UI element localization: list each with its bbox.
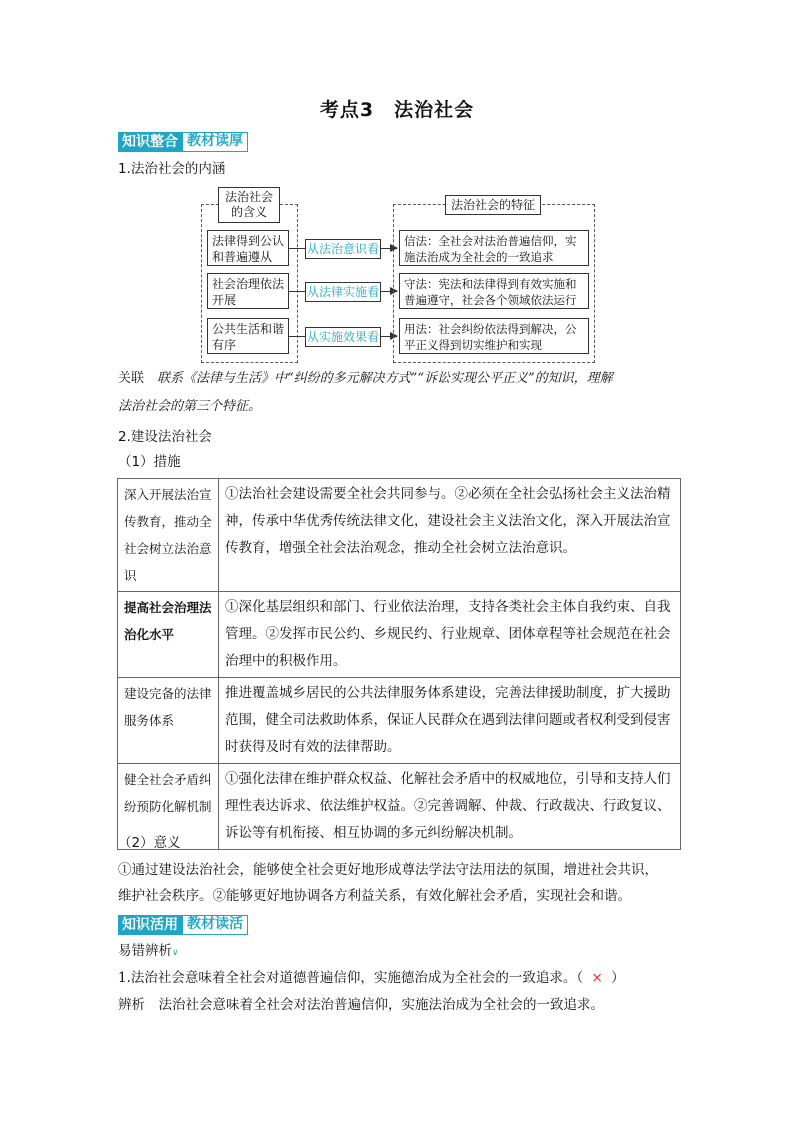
badge-left: 知识活用 [118, 915, 182, 935]
error-question-1 [118, 968, 625, 988]
note-label: 关联 [118, 371, 145, 386]
errors-heading-text: 易错辨析 [118, 943, 172, 959]
left-header: 法治社会的含义 [218, 187, 280, 223]
right-item: 用法：社会纠纷依法得到解决，公平正义得到切实维护和实现 [399, 318, 589, 354]
middle-label: 从法律实施看 [305, 282, 381, 302]
middle-label: 从实施效果看 [305, 327, 381, 347]
measure-text: ①法治社会建设需要全社会共同参与。②必须在全社会弘扬社会主义法治精神，传承中华优秀传统法律文化，建设社会主义法治文化，深入开展法治宣传教育，增强全社会法治观念，推动全社会树立法治意识。 [219, 479, 681, 592]
page-title: 考点3 法治社会 [319, 99, 475, 121]
right-item: 守法：宪法和法律得到有效实施和普遍遵守，社会各个领域依法运行 [399, 273, 589, 309]
analysis-text: 法治社会意味着全社会对法治普遍信仰，实施法治成为全社会的一致追求。 [158, 997, 604, 1013]
right-item: 信法：全社会对法治普遍信仰，实施法治成为全社会的一致追求 [399, 230, 589, 266]
note-line1 [118, 369, 684, 389]
section-badge-integration [118, 132, 248, 152]
measure-label: 深入开展法治宣传教育，推动全社会树立法治意识 [118, 479, 219, 592]
badge-left: 知识整合 [118, 132, 182, 152]
table-row [118, 764, 681, 850]
left-item: 社会治理依法开展 [207, 273, 289, 309]
measure-text: ①强化法律在维护群众权益、化解社会矛盾中的权威地位，引导和支持人们理性表达诉求、依法维护权益。②完善调解、仲裁、行政裁决、行政复议、诉讼等有机衔接、相互协调的多元纠纷解决机制。 [219, 764, 681, 850]
errors-heading [118, 941, 179, 963]
measure-label: 建设完备的法律服务体系 [118, 678, 219, 764]
badge-right: 教材读厚 [182, 132, 248, 152]
badge-right: 教材读活 [182, 915, 248, 935]
measure-text: 推进覆盖城乡居民的公共法律服务体系建设，完善法律援助制度，扩大援助范围，健全司法救助体系，保证人民群众在遇到法律问题或者权利受到侵害时获得及时有效的法律帮助。 [219, 678, 681, 764]
wrong-mark-icon: × [591, 970, 603, 986]
measures-table [117, 478, 681, 850]
section1-heading: 1.法治社会的内涵 [118, 161, 226, 177]
table-row [118, 592, 681, 678]
chevron-down-icon: ∨ [172, 948, 179, 958]
question-close: ） [611, 970, 625, 986]
section-badge-application [118, 915, 248, 935]
measure-label: 提高社会治理法治化水平 [118, 592, 219, 678]
error-analysis-1 [118, 995, 604, 1015]
section2-heading: 2.建设法治社会 [118, 429, 212, 445]
measure-text: ①深化基层组织和部门、行业依法治理，支持各类社会主体自我约束、自我管理。②发挥市民公约、乡规民约、行业规章、团体章程等社会规范在社会治理中的积极作用。 [219, 592, 681, 678]
right-header: 法治社会的特征 [445, 195, 541, 215]
significance-line1: ①通过建设法治社会，能够使全社会更好地形成尊法学法守法用法的氛围，增进社会共识， [118, 862, 658, 878]
question-text: 1.法治社会意味着全社会对道德普遍信仰，实施德治成为全社会的一致追求。（ [118, 970, 584, 986]
significance-line2: 维护社会秩序。②能够更好地协调各方利益关系，有效化解社会矛盾，实现社会和谐。 [118, 888, 631, 904]
note-text: 联系《法律与生活》中“纠纷的多元解决方式”“诉讼实现公平正义”的知识，理解 [157, 371, 613, 386]
section2-sub2: （2）意义 [118, 835, 181, 851]
left-item: 法律得到公认和普遍遵从 [207, 230, 289, 266]
note-line2: 法治社会的第三个特征。 [118, 399, 262, 414]
middle-label: 从法治意识看 [305, 239, 381, 259]
measure-label: 健全社会矛盾纠纷预防化解机制 [118, 764, 219, 850]
section2-sub1: （1）措施 [118, 454, 181, 470]
table-row [118, 479, 681, 592]
table-row [118, 678, 681, 764]
left-item: 公共生活和谐有序 [207, 318, 289, 354]
analysis-label: 辨析 [118, 997, 145, 1013]
